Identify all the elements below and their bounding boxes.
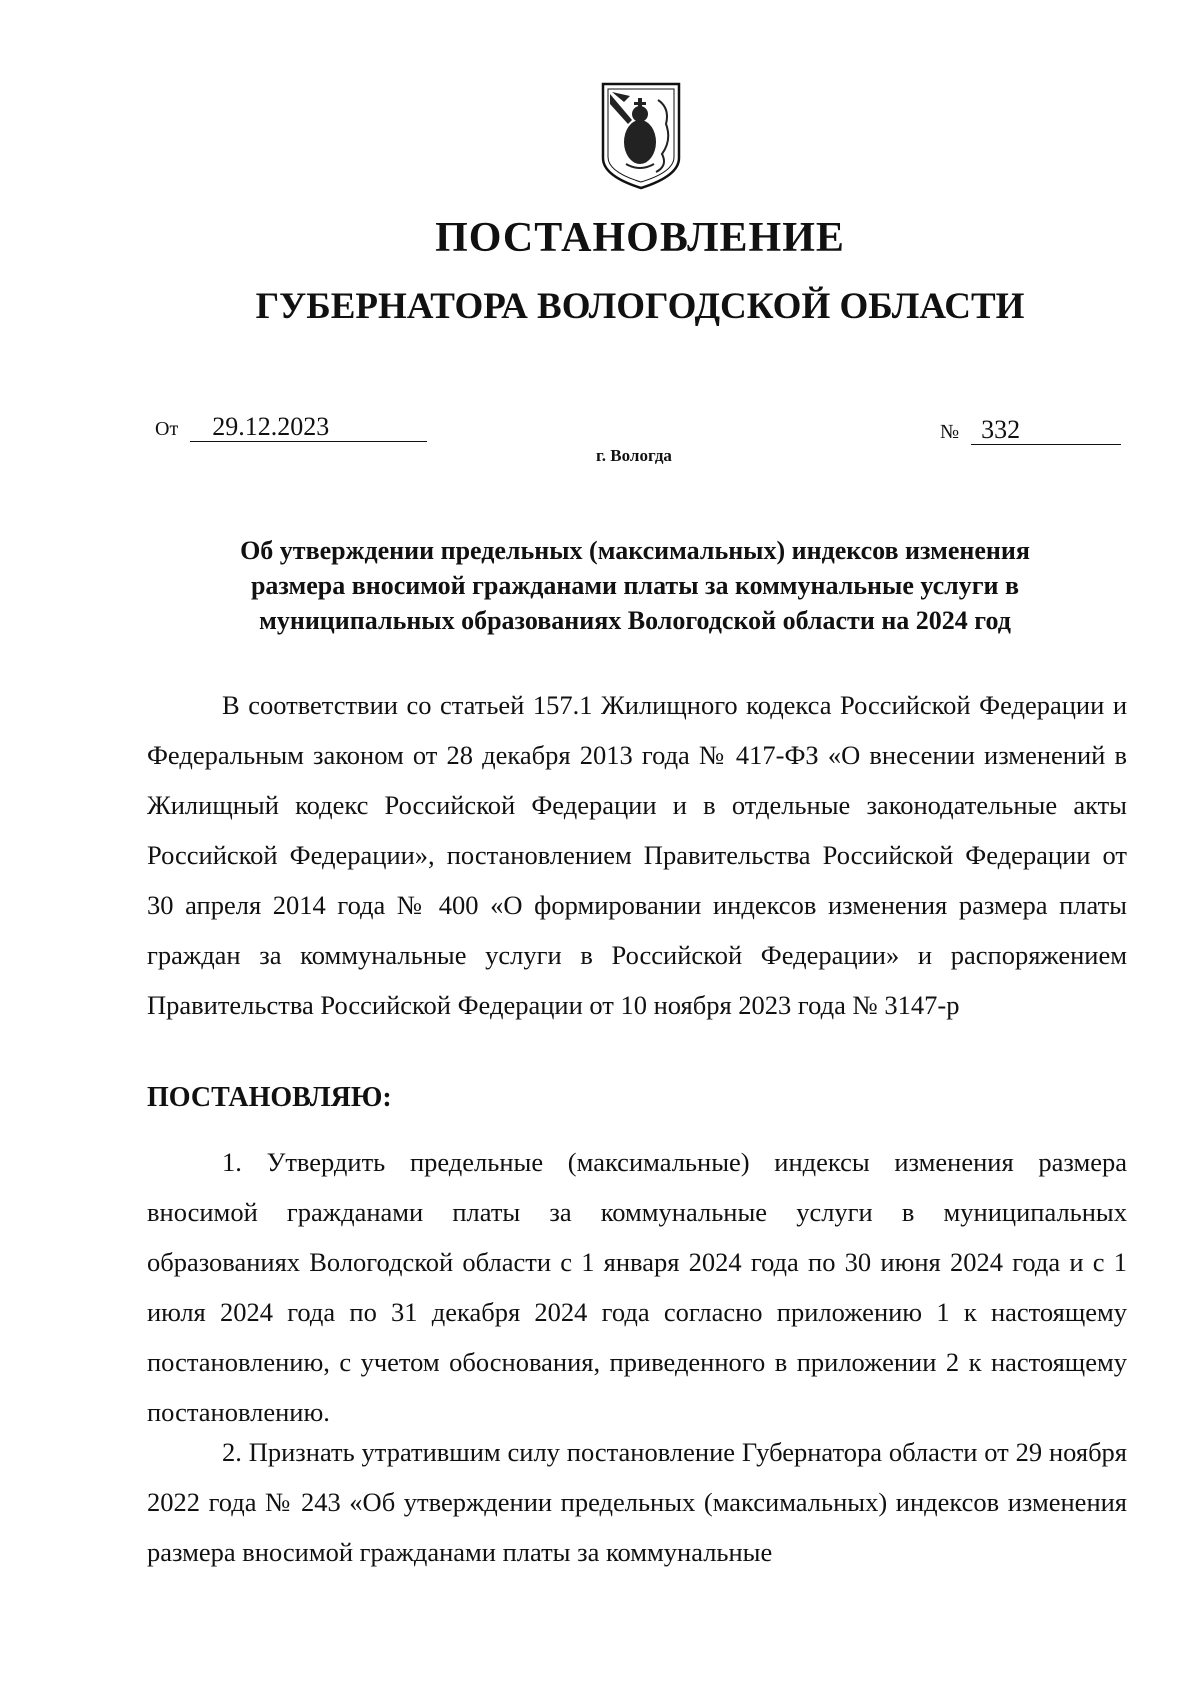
number-prefix: № <box>940 421 960 443</box>
document-subject: Об утверждении предельных (максимальных) индексов изменения размера вносимой гражданами платы за коммунальные услуги в муниципальных образованиях Вологодской области на 2024 год <box>240 536 1030 635</box>
date-prefix: От <box>155 418 179 440</box>
vologda-coat-of-arms-icon <box>600 80 682 192</box>
document-date: 29.12.2023 <box>190 413 427 442</box>
document-city: г. Вологда <box>596 446 672 465</box>
preamble-paragraph: В соответствии со статьей 157.1 Жилищного кодекса Российской Федерации и Федеральным законом от 28 декабря 2013 года № 417-ФЗ «О внесении изменений в Жилищный кодекс Российской Федерации и в отдельные законодательные акты Российской Федерации», постановлением Правительства Российской Федерации от 30 апреля 2014 года № 400 «О формировании индексов изменения размера платы граждан за коммунальные услуги в Российской Федерации» и распоряжением Правительства Российской Федерации от 10 ноября 2023 года № 3147-р <box>147 690 1127 1020</box>
document-title: ПОСТАНОВЛЕНИЕ <box>435 215 845 261</box>
document-number-row <box>940 416 1121 445</box>
document-date-row <box>155 413 427 442</box>
item-2-paragraph: 2. Признать утратившим силу постановление Губернатора области от 29 ноября 2022 года № 243 «Об утверждении предельных (максимальных) индексов изменения размера вносимой гражданами платы за коммунальные <box>147 1437 1127 1567</box>
decree-word: ПОСТАНОВЛЯЮ: <box>147 1082 392 1113</box>
document-number: 332 <box>971 416 1121 445</box>
item-1-paragraph: 1. Утвердить предельные (максимальные) индексы изменения размера вносимой гражданами платы за коммунальные услуги в муниципальных образованиях Вологодской области с 1 января 2024 года по 30 июня 2024 года и с 1 июля 2024 года по 31 декабря 2024 года согласно приложению 1 к настоящему постановлению, с учетом обоснования, приведенного в приложении 2 к настоящему постановлению. <box>147 1147 1127 1427</box>
document-issuer: ГУБЕРНАТОРА ВОЛОГОДСКОЙ ОБЛАСТИ <box>255 286 1025 327</box>
